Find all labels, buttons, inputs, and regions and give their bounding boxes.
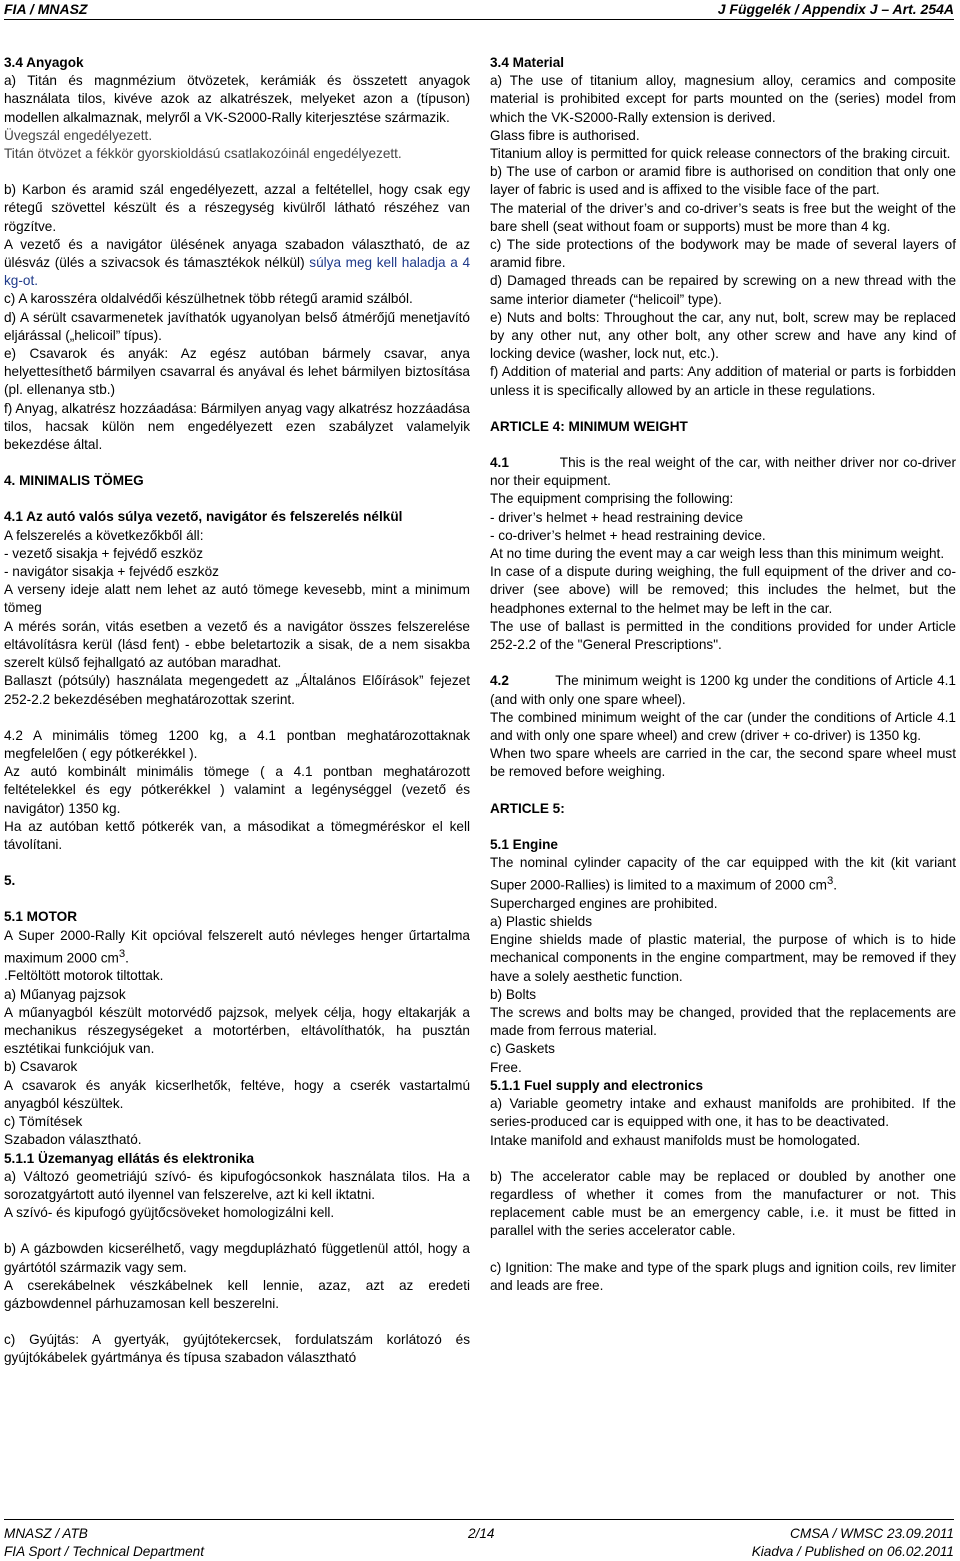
section-5-1-p1-en: The nominal cylinder capacity of the car equipped with the kit (kit variant Super 2000-Rallies) is limited to a maximum of 2000 $cm^3$.: [490, 854, 956, 893]
section-3-4-seat-en: The material of the driver’s and co-driver’s seats is free but the weight of the bare shell (seat without foam or supports) must be more than 4 kg.: [490, 200, 956, 234]
section-5-1-1-c-hu: c) Gyújtás: A gyertyák, gyújtótekercsek, fordulatszám korlátozó és gyújtókábelek gyártmánya és típusa szabadon választható: [4, 1332, 470, 1366]
section-3-4-a-hu: a) Titán és magnmézium ötvözetek, kerámiák és összetett anyagok használata tilos, kivéve azok az alkatrészek, melyeket azon a (típuson) modellen alkalmaznak, melyről a VK-S2000-Rally kiterjesztése származik.: [4, 73, 470, 125]
section-5-title-en: ARTICLE 5:: [490, 800, 565, 816]
page-footer: [4, 1521, 954, 1557]
section-4-title-en: ARTICLE 4: MINIMUM WEIGHT: [490, 418, 688, 434]
section-3-4-title-hu: 3.4 Anyagok: [4, 55, 84, 70]
section-5-title-hu: 5.: [4, 873, 16, 889]
section-4-1-en: 4.1 This is the real weight of the car, with neither driver nor co-driver nor their equipment.: [490, 455, 956, 489]
section-5-1-p2-hu: .Feltöltött motorok tiltottak.: [4, 968, 164, 984]
footer-left-2: FIA Sport / Technical Department: [4, 1544, 204, 1559]
header-left: FIA / MNASZ: [4, 1, 88, 17]
footer-right-1: CMSA / WMSC 23.09.2011: [790, 1526, 954, 1541]
header-rule: [4, 19, 954, 20]
section-3-4-f-hu: f) Anyag, alkatrész hozzáadása: Bármilyen anyag vagy alkatrész hozzáadása tilos, hacsak külön nem engedélyezett ezen szabályzet valamelyik bekezdése által.: [4, 400, 470, 453]
section-5-1-b-hu: A csavarok és anyák kicserlhetők, feltéve, hogy a cserék vastartalmú anyagból készültek.: [4, 1077, 470, 1111]
section-4-1-title-hu: 4.1 Az autó valós súlya vezető, navigátor és felszerelés nélkül: [4, 509, 403, 525]
section-4-2-p2-hu: Az autó kombinált minimális tömege ( a 4.1 pontban meghatározott feltételekkel és egy pótkerékkel ) valamint a legénységgel (vezető és navigátor) 1350 kg.: [4, 764, 470, 816]
header-right: J Függelék / Appendix J – Art. 254A: [717, 1, 954, 17]
section-5-1-1-a2-en: Intake manifold and exhaust manifolds must be homologated.: [490, 1132, 861, 1148]
section-3-4-e-en: e) Nuts and bolts: Throughout the car, any nut, bolt, screw may be replaced by any other nut, any other bolt, any other screw and have any kind of locking device (washer, lock nut, etc.).: [490, 309, 956, 362]
section-3-4-glass-en: Glass fibre is authorised.: [490, 127, 640, 143]
section-5-1-1-c-en: c) Ignition: The make and type of the spark plugs and ignition coils, rev limiter and leads are free.: [490, 1259, 956, 1293]
section-4-1-p2-hu: A mérés során, vitás esetben a vezető és a navigátor összes felszerelése eltávolításra kerül (lásd fent) - ebbe beletartozik a sisak, de a nem sisakba szerelt külső fejhallgató az autóban maradhat.: [4, 618, 470, 671]
section-5-1-title-hu: 5.1 MOTOR: [4, 909, 78, 925]
section-5-1-a-en: Engine shields made of plastic material, the purpose of which is to hide mechanical components in the engine compartment, may be removed if they have a solely aesthetic function.: [490, 932, 956, 984]
section-3-4-b-en: b) The use of carbon or aramid fibre is authorised on condition that only one layer of fabric is used and is affixed to the visible face of the part.: [490, 164, 956, 198]
section-5-1-b-title-en: b) Bolts: [490, 986, 537, 1002]
section-4-1-equip-en: The equipment comprising the following:: [490, 491, 734, 507]
section-5-1-b-en: The screws and bolts may be changed, provided that the replacements are made from ferrous material.: [490, 1005, 956, 1039]
section-5-1-1-a-hu: a) Változó geometriájú szívó- és kipufogócsonkok használata tilos. Ha a sorozatgyártott autó ilyennel van felszerelve, azt ki kell iktatni.: [4, 1168, 470, 1202]
section-4-2-p1-en: 4.2 The minimum weight is 1200 kg under the conditions of Article 4.1 (and with only one spare wheel).: [490, 673, 956, 707]
section-3-4-titan-en: Titanium alloy is permitted for quick release connectors of the braking circuit.: [490, 146, 951, 162]
section-3-4-seat-hu: A vezető és a navigátor ülésének anyaga szabadon választható, de az ülésváz (ülés a szivacsok és támasztékok nélkül) súlya meg kell haladja a 4 kg-ot.: [4, 236, 471, 289]
section-3-4-f-en: f) Addition of material and parts: Any addition of material or parts is forbidden unless it is specifically allowed by an article in these regulations.: [490, 364, 956, 398]
english-column: [490, 54, 956, 1295]
section-4-1-p2-en: In case of a dispute during weighing, the full equipment of the driver and co-driver (see above) will be removed; this includes the helmet, but the headphones external to the helmet may be left in the car.: [490, 564, 956, 616]
section-4-1-item2-hu: - navigátor sisakja + fejvédő eszköz: [4, 564, 219, 580]
section-5-1-title-en: 5.1 Engine: [490, 836, 558, 852]
section-5-1-a-hu: A műanyagból készült motorvédő pajzsok, melyek célja, hogy eltakarják a mechanikus részegységeket a motortérben, eltávolíthatók, ha pusztán esztétikai funkciójuk van.: [4, 1004, 470, 1057]
section-3-4-d-en: d) Damaged threads can be repaired by screwing on a new thread with the same interior diameter (“helicoil” type).: [490, 273, 956, 307]
section-4-1-p1-en: At no time during the event may a car weigh less than this minimum weight.: [490, 546, 945, 562]
section-4-1-p3-hu: Ballaszt (pótsúly) használata megengedett az „Általános Előírások” fejezet 252-2.2 bekezdésében meghatározottak szerint.: [4, 673, 470, 707]
section-3-4-c-en: c) The side protections of the bodywork may be made of several layers of aramid fibre.: [490, 237, 956, 271]
section-5-1-1-b-hu: b) A gázbowden kicserélhető, vagy megduplázható függetlenül attól, hogy a gyártótól származik vagy sem.: [4, 1241, 470, 1275]
section-5-1-c-title-hu: c) Tömítések: [4, 1114, 83, 1130]
section-5-1-1-b-en: b) The accelerator cable may be replaced or doubled by another one regardless of whether it comes from the manufacturer or not. This replacement cable must be an emergency cable, i.e. it must be fitted in parallel with the series accelerator cable.: [490, 1168, 956, 1239]
section-5-1-1-title-hu: 5.1.1 Üzemanyag ellátás és elektronika: [4, 1150, 255, 1166]
section-3-4-titan-hu: Titán ötvözet a fékkör gyorskioldású csatlakozóinál engedélyezett.: [4, 146, 402, 162]
section-3-4-title-en: 3.4 Material: [490, 55, 565, 70]
section-4-1-p1-hu: A verseny ideje alatt nem lehet az autó tömege kevesebb, mint a minimum tömeg: [4, 582, 470, 616]
section-5-1-p2-en: Supercharged engines are prohibited.: [490, 895, 718, 911]
section-5-1-b-title-hu: b) Csavarok: [4, 1059, 78, 1075]
footer-rule: [4, 1519, 954, 1520]
section-4-title-hu: 4. MINIMALIS TÖMEG: [4, 473, 144, 489]
footer-right-2: Kiadva / Published on 06.02.2011: [751, 1544, 954, 1559]
page-header: [0, 0, 960, 22]
section-5-1-a-title-en: a) Plastic shields: [490, 914, 592, 930]
section-3-4-b-hu: b) Karbon és aramid szál engedélyezett, azzal a feltétellel, hogy csak egy rétegű szövettel készült és a részegység kivülről látható részéhez van rögzítve.: [4, 182, 470, 234]
section-5-1-c-title-en: c) Gaskets: [490, 1041, 555, 1057]
section-5-1-p1-hu: A Super 2000-Rally Kit opcióval felszerelt autó névleges henger űrtartalma maximum 2000 $cm^3$.: [4, 927, 470, 966]
section-4-2-p1-hu: 4.2 A minimális tömeg 1200 kg, a 4.1 pontban meghatározottaknak megfelelően ( egy pótkerékkel ).: [4, 727, 470, 761]
section-4-1-item2-en: - co-driver’s helmet + head restraining device.: [490, 527, 766, 543]
section-5-1-a-title-hu: a) Műanyag pajzsok: [4, 986, 126, 1002]
section-3-4-e-hu: e) Csavarok és anyák: Az egész autóban bármely csavar, anya helyettesíthető bármilyen csavarral és anyával és lehet bármilyen biztosítása (pl. ellenanya stb.): [4, 346, 470, 398]
section-3-4-a-en: a) The use of titanium alloy, magnesium alloy, ceramics and composite material is prohibited except for parts mounted on the (series) model from which the VK-S2000-Rally extension is derived.: [490, 73, 956, 125]
section-5-1-1-a2-hu: A szívó- és kipufogó gyüjtőcsöveket homologizálni kell.: [4, 1205, 335, 1221]
hungarian-column: [4, 54, 470, 1368]
section-3-4-c-hu: c) A karosszéra oldalvédői készülhetnek több rétegű aramid szálból.: [4, 291, 413, 307]
section-5-1-1-title-en: 5.1.1 Fuel supply and electronics: [490, 1077, 704, 1093]
section-3-4-glass-hu: Üvegszál engedélyezett.: [4, 127, 153, 143]
section-4-1-p3-en: The use of ballast is permitted in the conditions provided for under Article 252-2.2 of the "General Prescriptions".: [490, 618, 956, 653]
section-4-1-item1-en: - driver’s helmet + head restraining device: [490, 509, 743, 525]
footer-left-1: MNASZ / ATB: [4, 1526, 88, 1541]
section-4-2-p3-en: When two spare wheels are carried in the car, the second spare wheel must be removed before weighing.: [490, 746, 956, 780]
section-4-2-p3-hu: Ha az autóban kettő pótkerék van, a másodikat a tömegméréskor el kell távolítani.: [4, 818, 470, 852]
section-4-2-p2-en: The combined minimum weight of the car (under the conditions of Article 4.1 and with only one spare wheel) and crew (driver + co-driver) is 1350 kg.: [490, 709, 956, 743]
section-5-1-1-a-en: a) Variable geometry intake and exhaust manifolds are prohibited. If the series-produced car is equipped with one, it has to be deactivated.: [490, 1096, 956, 1130]
section-5-1-1-b2-hu: A cserekábelnek vészkábelnek kell lennie, azaz, azt az eredeti gázbowdennel párhuzamosan kell beszerelni.: [4, 1277, 470, 1311]
footer-page-number: 2/14: [468, 1526, 495, 1541]
section-4-1-item1-hu: - vezető sisakja + fejvédő eszköz: [4, 545, 204, 561]
section-5-1-c-hu: Szabadon választható.: [4, 1132, 142, 1148]
section-5-1-c-en: Free.: [490, 1059, 522, 1075]
section-3-4-d-hu: d) A sérült csavarmenetek javíthatók ugyanolyan belső átmérőjű menetjavító eljárással („helicoil” típus).: [4, 309, 470, 343]
section-4-1-equip-hu: A felszerelés a következőkből áll:: [4, 527, 204, 543]
